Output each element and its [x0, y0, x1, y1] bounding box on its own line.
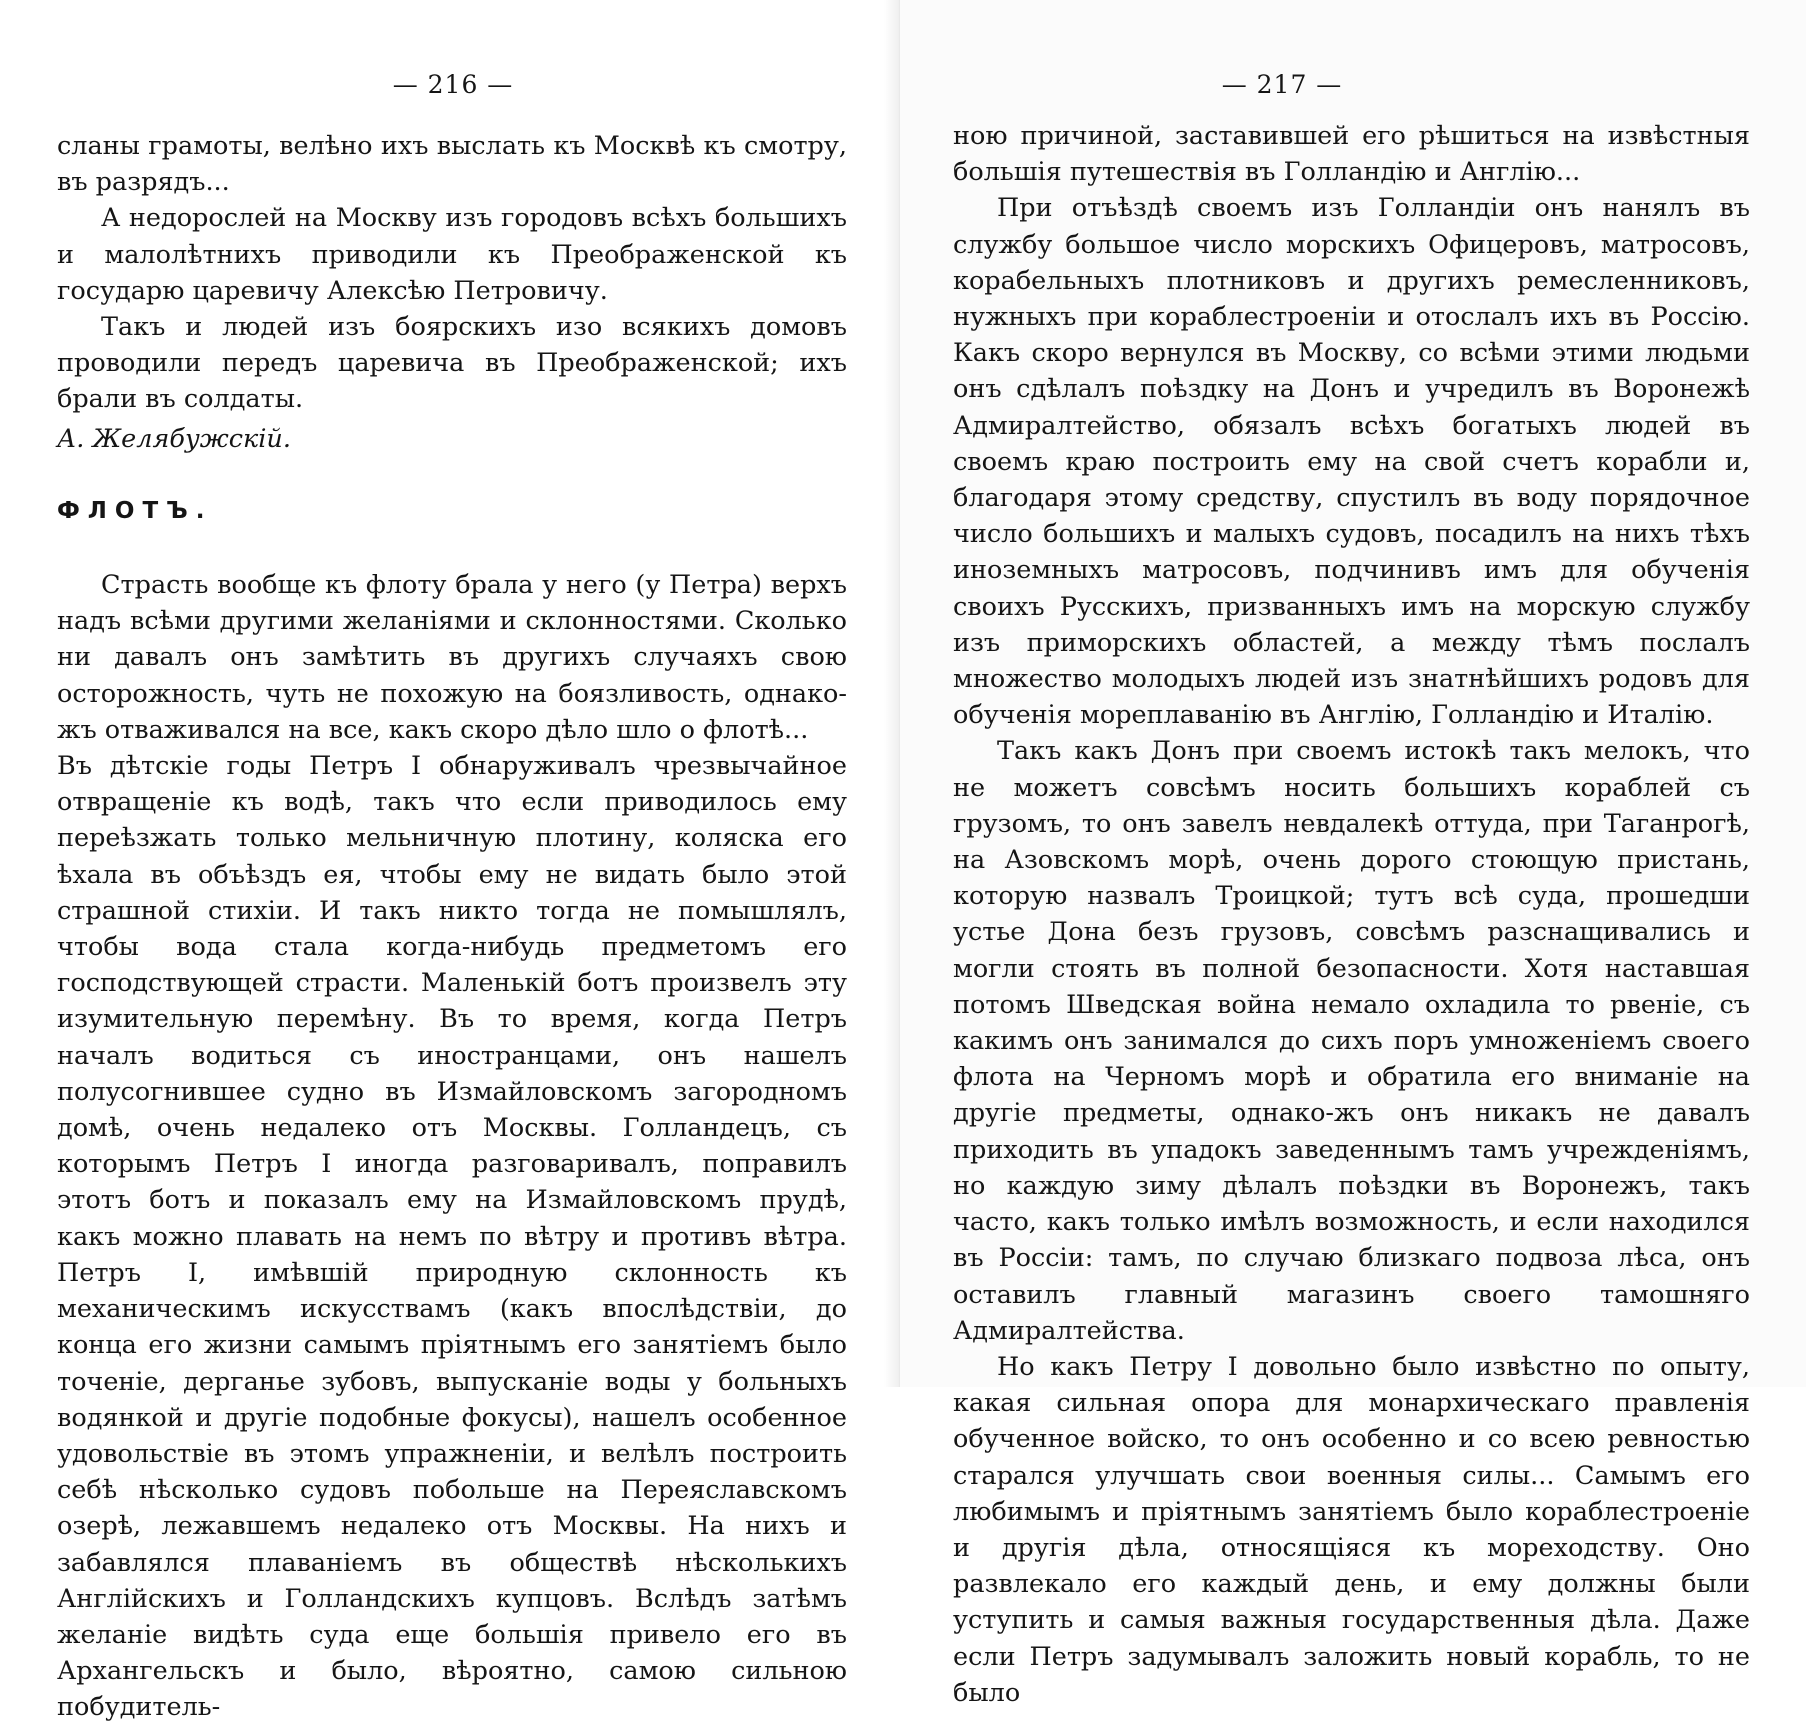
page-number-217: — 217 —	[1221, 70, 1343, 99]
author-signature: А. Желябужскій.	[57, 423, 291, 454]
paragraph: сланы грамоты, велѣно ихъ выслать къ Москвѣ къ смотру, въ разрядъ...	[57, 131, 847, 198]
section-heading: ФЛОТЪ.	[57, 497, 213, 524]
left-page	[0, 0, 900, 1723]
paragraph: ною причиной, заставившей его рѣшиться на извѣстныя большія путешествія въ Голландію и Англію...	[953, 121, 1750, 188]
paragraph: При отъѣздѣ своемъ изъ Голландіи онъ нанялъ въ службу большое число морскихъ Офицеровъ, матросовъ, корабельныхъ плотниковъ и другихъ ремесленниковъ, нужныхъ при кораблестроеніи и отослалъ ихъ въ Россію. Какъ скоро вернулся въ Москву, со всѣми этими людьми онъ сдѣлалъ поѣздку на Донъ и учредилъ въ Воронежѣ Адмиралтейство, обязалъ всѣхъ богатыхъ людей въ своемъ краю построить ему на свой счетъ корабли и, благодаря этому средству, спустилъ въ воду порядочное число большихъ и малыхъ судовъ, посадилъ на нихъ тѣхъ иноземныхъ матросовъ, подчинивъ имъ для обученія своихъ Русскихъ, призванныхъ имъ на морскую службу изъ приморскихъ областей, а между тѣмъ послалъ множество молодыхъ людей изъ знатнѣйшихъ родовъ для обученія мореплаванію въ Англію, Голландію и Италію.	[953, 193, 1750, 731]
left-text-column	[57, 128, 847, 1726]
right-text-column	[953, 118, 1750, 1711]
paragraph: А недорослей на Москву изъ городовъ всѣхъ большихъ и малолѣтнихъ приводили къ Преображенской къ государю царевичу Алексѣю Петровичу.	[57, 203, 847, 306]
paragraph: Такъ и людей изъ боярскихъ изо всякихъ домовъ проводили передъ царевича въ Преображенской; ихъ брали въ солдаты.	[57, 312, 847, 415]
right-page	[900, 0, 1806, 1708]
paragraph: Но какъ Петру I довольно было извѣстно по опыту, какая сильная опора для монархическаго правленія обученное войско, то онъ особенно и со всею ревностью старался улучшать свои военныя силы... Самымъ его любимымъ и пріятнымъ занятіемъ было кораблестроеніе и другія дѣла, относящіяся къ мореходству. Оно развлекало его каждый день, и ему должны были уступить и самыя важныя государственныя дѣла. Даже если Петръ задумывалъ заложить новый корабль, то не было	[953, 1351, 1750, 1708]
paragraph: Въ дѣтскіе годы Петръ I обнаруживалъ чрезвычайное отвращеніе къ водѣ, такъ что если приводилось ему переѣзжать только мельничную плотину, коляска его ѣхала въ объѣздъ ея, чтобы ему не видать было этой страшной стихіи. И такъ никто тогда не помышлялъ, чтобы вода стала когда-нибудь предметомъ его господствующей страсти. Маленькій ботъ произвелъ эту изумительную перемѣну. Въ то время, когда Петръ началъ водиться съ иностранцами, онъ нашелъ полусогнившее судно въ Измайловскомъ загородномъ домѣ, очень недалеко отъ Москвы. Голландецъ, съ которымъ Петръ I иногда разговаривалъ, поправилъ этотъ ботъ и показалъ ему на Измайловскомъ прудѣ, какъ можно плавать на немъ по вѣтру и противъ вѣтра. Петръ I, имѣвшій природную склонность къ механическимъ искусствамъ (какъ впослѣдствіи, до конца его жизни самымъ пріятнымъ его занятіемъ было точеніе, дерганье зубовъ, выпусканіе воды у больныхъ водянкой и другіе подобные фокусы), нашелъ особенное удовольствіе въ этомъ упражненіи, и велѣлъ построить себѣ нѣсколько судовъ побольше на Переяславскомъ озерѣ, лежавшемъ недалеко отъ Москвы. На нихъ и забавлялся плаваніемъ въ обществѣ нѣсколькихъ Англійскихъ и Голландскихъ купцовъ. Вслѣдъ затѣмъ желаніе видѣть суда еще большія привело его въ Архангельскъ и было, вѣроятно, самою сильною побудитель-	[57, 751, 847, 1723]
paragraph: Такъ какъ Донъ при своемъ истокѣ такъ мелокъ, что не можетъ совсѣмъ носить большихъ кораблей съ грузомъ, то онъ завелъ невдалекѣ оттуда, при Таганрогѣ, на Азовскомъ морѣ, очень дорого стоющую пристань, которую назвалъ Троицкой; тутъ всѣ суда, прошедши устье Дона безъ грузовъ, совсѣмъ разснащивались и могли стоять въ полной безопасности. Хотя наставшая потомъ Шведская война немало охладила то рвеніе, съ какимъ онъ занимался до сихъ поръ умноженіемъ своего флота на Черномъ морѣ и обратила его вниманіе на другіе предметы, однако-жъ онъ никакъ не давалъ приходить въ упадокъ заведеннымъ тамъ учрежденіямъ, но каждую зиму дѣлалъ поѣздки въ Воронежъ, такъ часто, какъ только имѣлъ возможность, и если находился въ Россіи: тамъ, по случаю близкаго подвоза лѣса, онъ оставилъ главный магазинъ своего тамошняго Адмиралтейства.	[953, 736, 1750, 1346]
page-number-216: — 216 —	[392, 70, 514, 99]
paragraph: Страсть вообще къ флоту брала у него (у Петра) верхъ надъ всѣми другими желаніями и склонностями. Сколько ни давалъ онъ замѣтить въ другихъ случаяхъ свою осторожность, чуть не похожую на боязливость, однако-жъ отваживался на все, какъ скоро дѣло шло о флотѣ...	[57, 570, 847, 745]
